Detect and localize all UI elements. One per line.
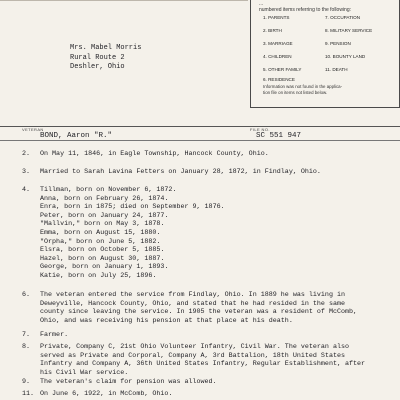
paragraph-number: 3.	[22, 168, 31, 176]
child-entry: Elsra, born on October 5, 1885.	[40, 246, 165, 255]
paragraph-line: On May 11, 1846, in Eagle Township, Hancock County, Ohio.	[40, 150, 269, 158]
instruction-line-2: numbered items referring to the following:	[259, 7, 351, 13]
code-death: 11. DEATH	[325, 67, 348, 72]
address-line-1: Mrs. Mabel Morris	[70, 44, 142, 52]
veteran-row-bottom-rule	[0, 140, 400, 141]
paragraph-line: Private, Company C, 21st Ohio Volunteer Infantry, Civil War. The veteran also	[40, 343, 350, 351]
paragraph-line: The veteran's claim for pension was allowed.	[40, 378, 217, 386]
code-military-service: 8. MILITARY SERVICE	[325, 28, 373, 33]
code-occupation: 7. OCCUPATION	[325, 15, 361, 20]
child-entry: Tillman, born on November 6, 1872.	[40, 186, 177, 194]
veteran-label: VETERAN	[22, 127, 44, 132]
child-entry: Hazel, born on August 30, 1887.	[40, 254, 165, 263]
paragraph-number: 8.	[22, 343, 31, 351]
child-entry: Emma, born on August 15, 1880.	[40, 228, 161, 237]
paragraph-line: Married to Sarah Lavina Fetters on January 28, 1872, in Findlay, Ohio.	[40, 168, 321, 176]
paragraph-line: Farmer.	[40, 331, 69, 339]
paragraph-line: county since leaving the service. In 1905 the veteran was a resident of McComb,	[40, 308, 358, 317]
child-entry: Peter, born on January 24, 1877.	[40, 211, 169, 220]
note-line-2: tion file on items not listed below.	[263, 89, 328, 95]
code-other-family: 5. OTHER FAMILY	[263, 67, 302, 72]
info-codes-box	[250, 0, 400, 108]
mailing-address	[70, 44, 141, 73]
paragraph-number: 11.	[22, 390, 35, 398]
paragraph-line: served as Private and Corporal, Company A, 3rd Battalion, 18th United States	[40, 351, 345, 360]
info-instructions	[259, 1, 351, 13]
code-children: 4. CHILDREN	[263, 54, 292, 59]
code-residence: 6. RESIDENCE	[263, 77, 295, 82]
child-entry: "Mallvin," born on May 3, 1878.	[40, 220, 165, 229]
paragraph-line: Infantry and Company A, 36th United States Infantry, Regular Establishment, after	[40, 360, 366, 369]
file-number: SC 551 947	[256, 132, 302, 140]
child-entry: George, born on January 1, 1893.	[40, 263, 169, 272]
child-entry: "Orpha," born on June 5, 1882.	[40, 237, 161, 246]
paragraph-number: 9.	[22, 378, 31, 386]
code-bounty-land: 10. BOUNTY LAND	[325, 54, 366, 59]
paragraph-number: 7.	[22, 331, 31, 339]
instruction-line-1: ...	[259, 1, 264, 7]
paragraph-line: his Civil War service.	[40, 368, 129, 377]
veteran-row-top-rule	[0, 126, 400, 127]
paragraph-number: 2.	[22, 150, 31, 158]
code-pension: 9. PENSION	[325, 41, 351, 46]
paragraph-line: Ohio, and was receiving his pension at that place at his death.	[40, 316, 293, 325]
address-line-3: Deshler, Ohio	[70, 63, 125, 71]
paragraph-line: Deweyville, Hancock County, Ohio, and stated that he had resided in the same	[40, 299, 345, 308]
header-divider	[0, 0, 248, 1]
paragraph-line: On June 6, 1922, in McComb, Ohio.	[40, 390, 173, 398]
child-entry: Enra, born in 1875; died on September 9, 1876.	[40, 203, 225, 212]
note-line-1: Information was not found in the applica-	[263, 84, 343, 89]
code-birth: 2. BIRTH	[263, 28, 282, 33]
veteran-name: BOND, Aaron "R."	[40, 132, 113, 140]
address-line-2: Rural Route 2	[70, 53, 125, 62]
child-entry: Anna, born on February 26, 1874.	[40, 194, 169, 203]
paragraph-line: The veteran entered the service from Findlay, Ohio. In 1889 he was living in	[40, 291, 345, 299]
paragraph-number: 6.	[22, 291, 31, 299]
code-parents: 1. PARENTS	[263, 15, 290, 20]
info-note	[263, 84, 342, 95]
code-marriage: 3. MARRIAGE	[263, 41, 293, 46]
file-no-label: FILE NO.	[250, 127, 270, 132]
child-entry: Katie, born on July 25, 1896.	[40, 271, 157, 280]
paragraph-number: 4.	[22, 186, 31, 194]
